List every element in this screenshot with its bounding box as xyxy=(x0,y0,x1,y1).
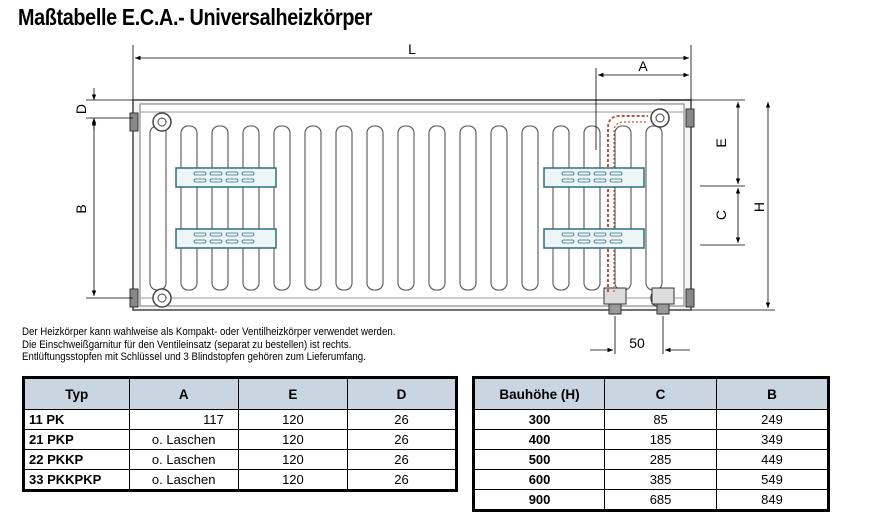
radiator-fin xyxy=(150,126,166,290)
col-header-typ: Typ xyxy=(24,378,130,410)
cell-e: 120 xyxy=(238,450,347,470)
radiator-fin xyxy=(367,126,383,290)
note-line: Der Heizkörper kann wahlweise als Kompakt- oder Ventilheizkörper verwendet werden. xyxy=(22,326,396,338)
radiator-fin xyxy=(522,126,538,290)
table-row xyxy=(24,430,457,450)
cell-b: 249 xyxy=(717,410,829,430)
radiator-fin xyxy=(491,126,507,290)
table-row xyxy=(474,410,829,430)
note-line: Die Einschweißgarnitur für den Ventileinsatz (separat zu bestellen) ist rechts. xyxy=(22,338,352,351)
col-header-a: A xyxy=(129,378,238,410)
radiator-fin xyxy=(243,126,259,290)
cell-b: 449 xyxy=(717,450,829,470)
cell-c: 85 xyxy=(605,410,717,430)
dim-label-a: A xyxy=(638,58,648,74)
radiator-fins xyxy=(150,126,662,290)
radiator-fin xyxy=(305,126,321,290)
radiator-fin xyxy=(429,126,445,290)
cell-c: 685 xyxy=(605,490,717,511)
cell-d: 26 xyxy=(347,410,456,430)
dim-label-d: D xyxy=(73,103,89,115)
cell-a: o. Laschen xyxy=(129,430,238,450)
col-header-bauhoehe: Bauhöhe (H) xyxy=(474,378,605,410)
cell-a: 117 xyxy=(129,410,238,430)
type-dimension-table xyxy=(22,376,458,492)
table-row xyxy=(24,410,457,430)
cell-a: o. Laschen xyxy=(129,470,238,491)
col-header-d: D xyxy=(347,378,456,410)
radiator-fin xyxy=(584,126,600,290)
height-dimension-table xyxy=(472,376,830,512)
radiator-fin xyxy=(553,126,569,290)
cell-d: 26 xyxy=(347,470,456,491)
cell-b: 849 xyxy=(717,490,829,511)
cell-c: 385 xyxy=(605,470,717,490)
note-line: Entlüftungsstopfen mit Schlüssel und 3 Blindstopfen gehören zum Lieferumfang. xyxy=(22,351,366,363)
col-header-c: C xyxy=(605,378,717,410)
notes xyxy=(22,326,395,364)
cell-b: 549 xyxy=(717,470,829,490)
cell-c: 185 xyxy=(605,430,717,450)
table-row xyxy=(24,470,457,491)
cell-height: 500 xyxy=(474,450,605,470)
table-row xyxy=(24,450,457,470)
col-header-e: E xyxy=(238,378,347,410)
cell-height: 600 xyxy=(474,470,605,490)
radiator-fin xyxy=(181,126,197,290)
dim-label-e: E xyxy=(713,138,729,148)
cell-c: 285 xyxy=(605,450,717,470)
cell-height: 300 xyxy=(474,410,605,430)
dim-label-50: 50 xyxy=(629,335,645,351)
cell-typ: 33 PKKPKP xyxy=(24,470,130,491)
table-row xyxy=(474,490,829,511)
radiator-fin xyxy=(460,126,476,290)
page-title: Maßtabelle E.C.A.- Universalheizkörper xyxy=(18,4,373,30)
cell-typ: 22 PKKP xyxy=(24,450,130,470)
table-header-row xyxy=(474,378,829,410)
table-header-row xyxy=(24,378,457,410)
cell-a: o. Laschen xyxy=(129,450,238,470)
dim-label-b: B xyxy=(73,204,89,214)
dim-label-c: C xyxy=(713,209,729,221)
radiator-fin xyxy=(615,126,631,290)
table-row xyxy=(474,470,829,490)
cell-b: 349 xyxy=(717,430,829,450)
table-row xyxy=(474,430,829,450)
radiator-fin xyxy=(398,126,414,290)
dim-label-h: H xyxy=(751,201,767,213)
cell-d: 26 xyxy=(347,450,456,470)
radiator-fin xyxy=(274,126,290,290)
cell-e: 120 xyxy=(238,470,347,491)
table-row xyxy=(474,450,829,470)
cell-typ: 11 PK xyxy=(24,410,130,430)
radiator-fin xyxy=(212,126,228,290)
cell-d: 26 xyxy=(347,430,456,450)
cell-height: 400 xyxy=(474,430,605,450)
radiator-fin xyxy=(646,126,662,290)
radiator-fin xyxy=(336,126,352,290)
cell-e: 120 xyxy=(238,430,347,450)
cell-typ: 21 PKP xyxy=(24,430,130,450)
cell-height: 900 xyxy=(474,490,605,511)
col-header-b: B xyxy=(717,378,829,410)
dim-label-l: L xyxy=(408,41,416,57)
cell-e: 120 xyxy=(238,410,347,430)
